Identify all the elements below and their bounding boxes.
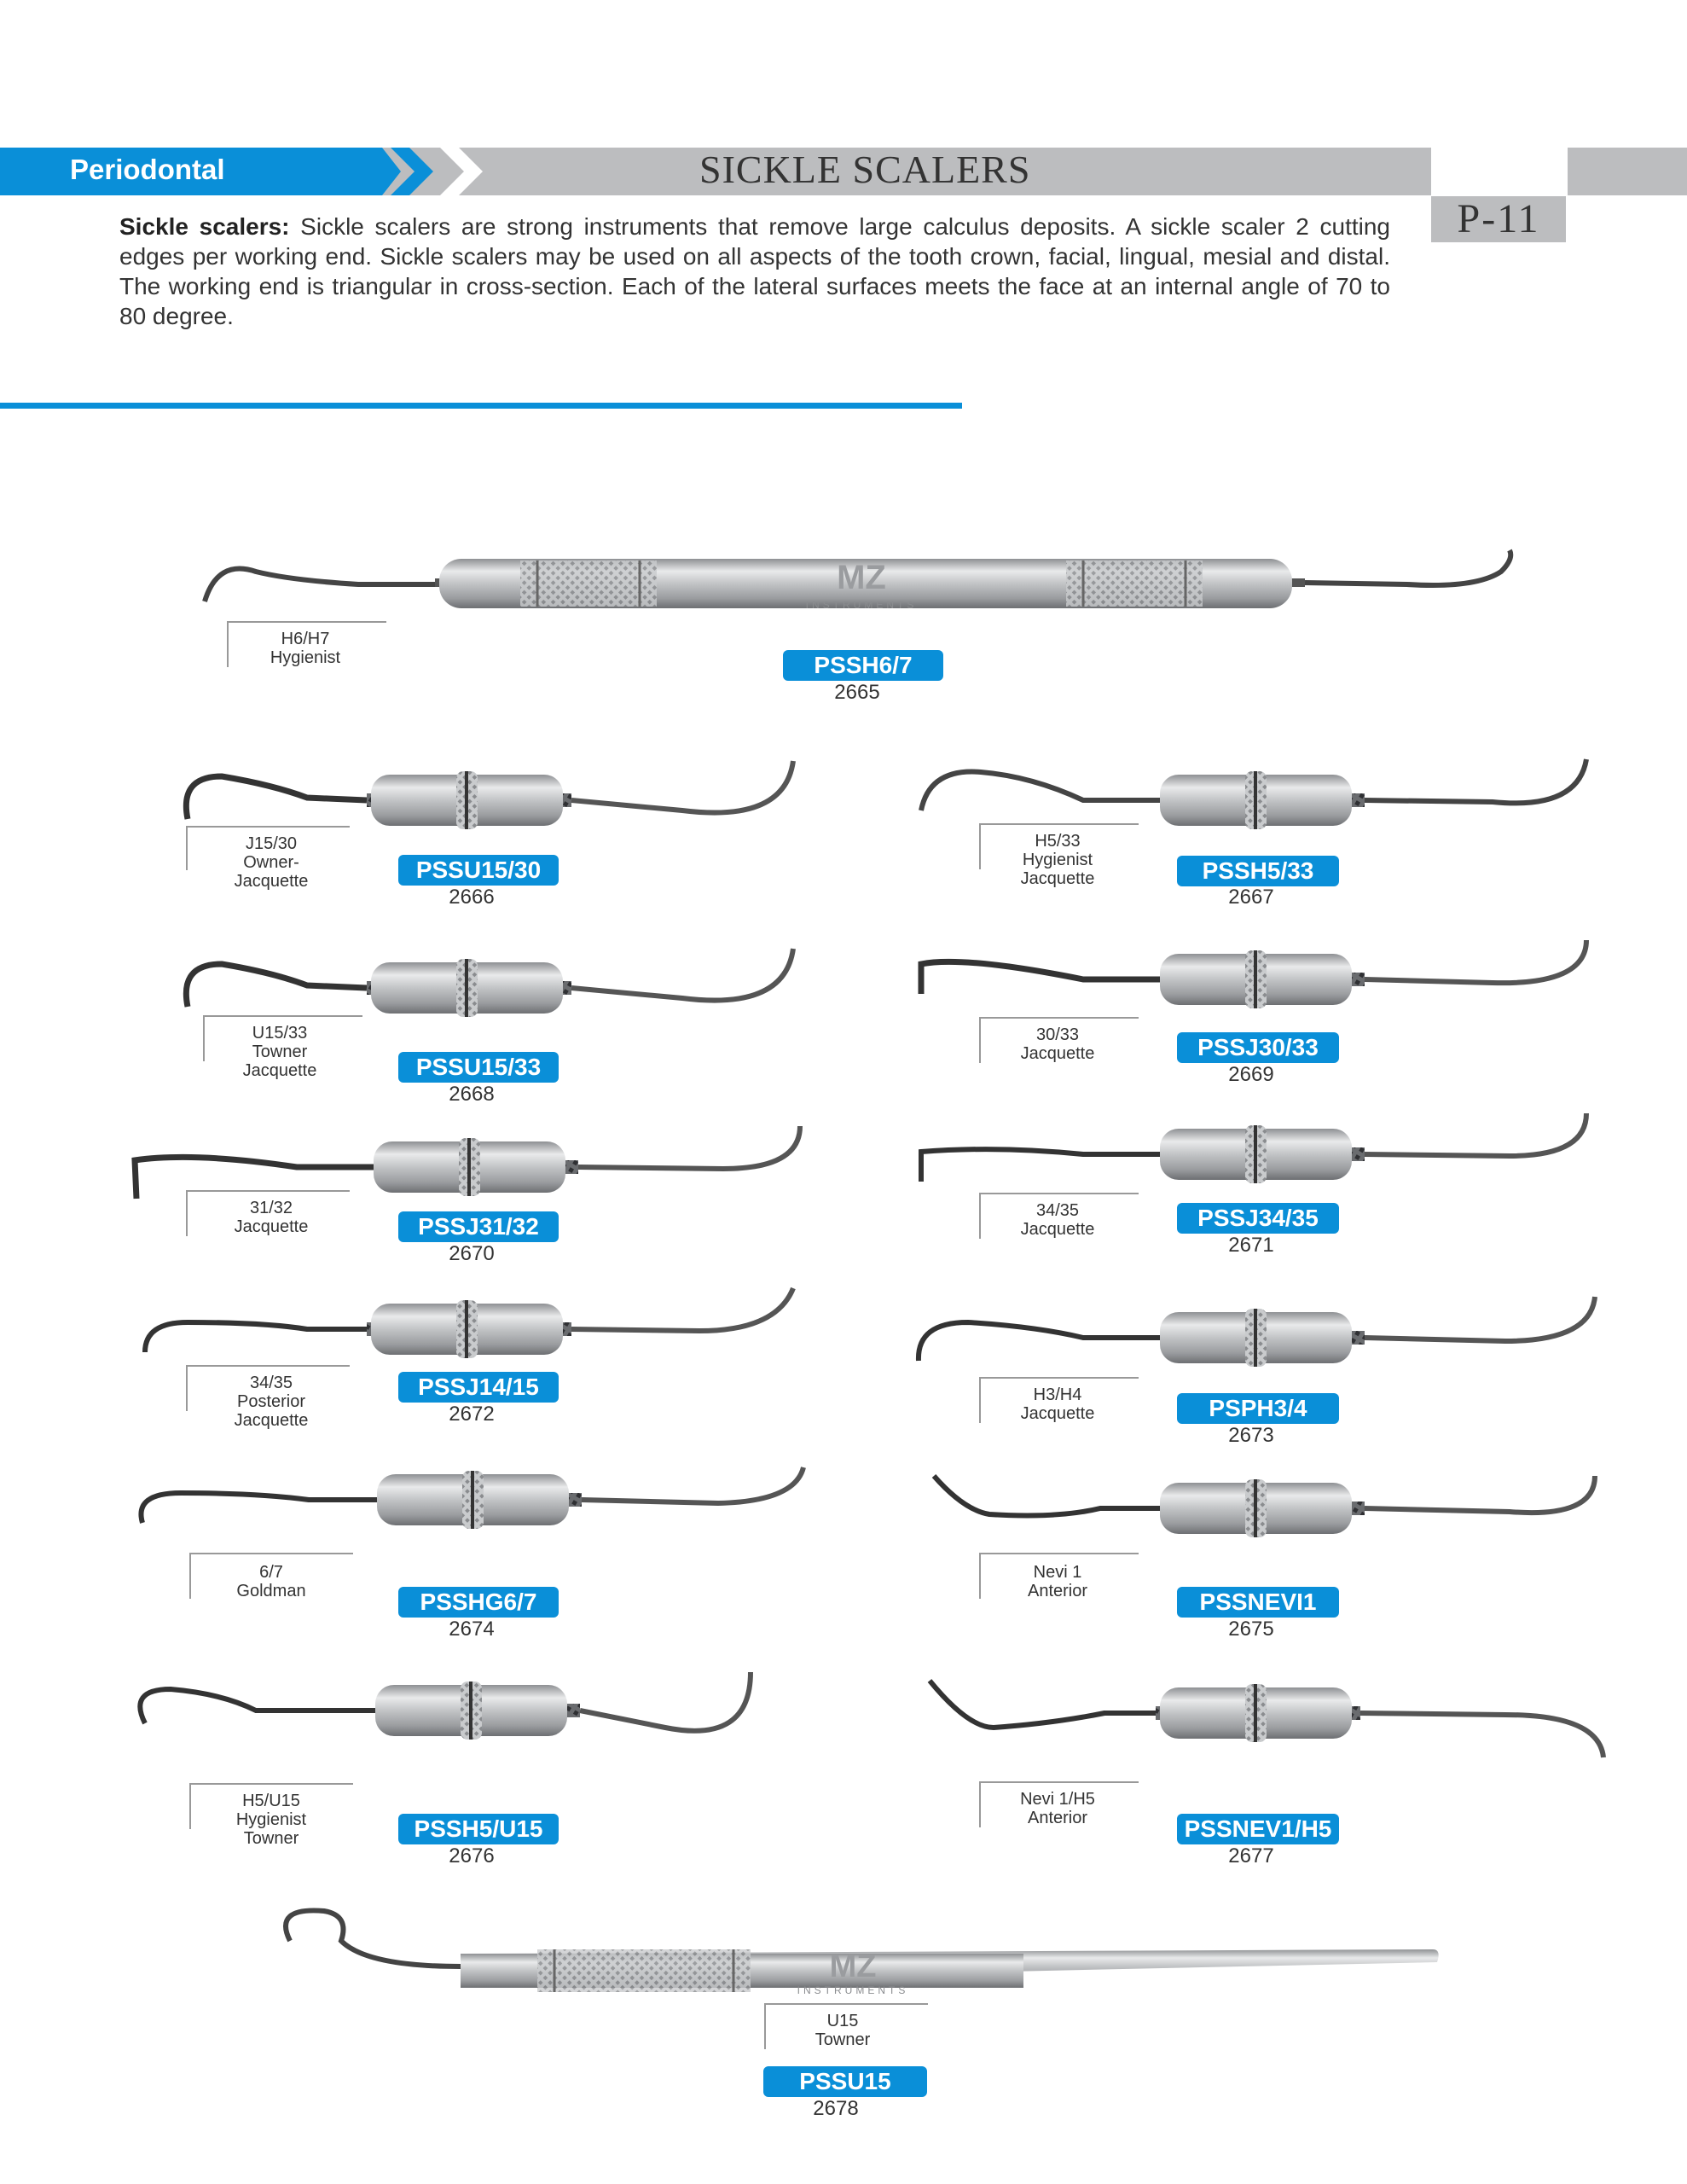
brand-logo: MZ — [837, 559, 886, 596]
product-name: 34/35 Jacquette — [1020, 1201, 1095, 1239]
product-code: PSSH6/7 — [783, 650, 943, 681]
product-name: H6/H7 Hygienist — [270, 630, 341, 667]
product-code: PSSJ34/35 — [1177, 1203, 1339, 1234]
instrument-image — [196, 542, 1527, 627]
product-name: 31/32 Jacquette — [234, 1199, 309, 1236]
instrument-image — [930, 1459, 1603, 1544]
product-number: 2665 — [834, 681, 880, 704]
instrument-image — [130, 1450, 812, 1536]
product-code: PSSJ31/32 — [398, 1211, 559, 1242]
product-code: PSSJ30/33 — [1177, 1032, 1339, 1063]
product-name: 6/7 Goldman — [236, 1563, 306, 1600]
instrument-image — [908, 1288, 1603, 1374]
product-name: H5/33 Hygienist Jacquette — [1020, 832, 1095, 888]
product-number: 2676 — [449, 1844, 495, 1867]
product-code: PSSJ14/15 — [398, 1372, 559, 1403]
instrument-image — [119, 1664, 768, 1766]
brand-logo: MZ — [829, 1949, 877, 1984]
product-number: 2672 — [449, 1403, 495, 1426]
divider — [0, 403, 962, 409]
instrument-image — [925, 1664, 1608, 1766]
product-number: 2670 — [449, 1242, 495, 1265]
product-number: 2677 — [1228, 1844, 1274, 1867]
product-name: U15/33 Towner Jacquette — [242, 1024, 317, 1080]
product-number: 2675 — [1228, 1618, 1274, 1641]
product-name: 34/35 Posterior Jacquette — [234, 1374, 309, 1430]
product-code: PSSNEVI1 — [1177, 1587, 1339, 1618]
chevron-right-icon — [391, 148, 433, 195]
product-name: H5/U15 Hygienist Towner — [235, 1792, 307, 1848]
product-code: PSSU15/30 — [398, 855, 559, 886]
product-code: PSSU15 — [763, 2066, 927, 2097]
product-number: 2667 — [1228, 886, 1274, 909]
instrument-image — [913, 930, 1595, 1015]
product-code: PSSH5/33 — [1177, 856, 1339, 886]
product-code: PSPH3/4 — [1177, 1393, 1339, 1424]
product-number: 2669 — [1228, 1063, 1274, 1086]
product-code: PSSH5/U15 — [398, 1814, 559, 1844]
product-number: 2671 — [1228, 1234, 1274, 1257]
instrument-image — [913, 1105, 1595, 1190]
product-code: PSSHG6/7 — [398, 1587, 559, 1618]
product-number: 2668 — [449, 1083, 495, 1106]
instrument-image — [171, 751, 802, 836]
product-number: 2678 — [813, 2097, 859, 2120]
page-title: SICKLE SCALERS — [699, 148, 1031, 191]
product-name: Nevi 1/H5 Anterior — [1020, 1790, 1095, 1827]
product-code: PSSNEV1/H5 — [1177, 1814, 1339, 1844]
product-name: 30/33 Jacquette — [1020, 1025, 1095, 1063]
description-text: Sickle scalers are strong instruments that remove large calculus deposits. A sickle scaler 2 cutting edges per working end. Sickle scalers may be used on all aspects of the tooth crown, facial, lingual, mesial and distal. The working end is triangular in cross-section. Each of the lateral surfaces meets the face at an internal angle of 70 to 80 degree. — [119, 213, 1390, 329]
description — [119, 212, 1390, 331]
instrument-image — [256, 1898, 1441, 2001]
brand-subtitle: INSTRUMENTS — [805, 599, 918, 611]
brand-subtitle: INSTRUMENTS — [797, 1984, 909, 1996]
product-name: Nevi 1 Anterior — [1027, 1563, 1088, 1600]
product-number: 2674 — [449, 1618, 495, 1641]
instrument-image — [136, 1280, 802, 1365]
product-name: J15/30 Owner- Jacquette — [234, 834, 309, 891]
description-lead: Sickle scalers: — [119, 213, 290, 240]
product-number: 2666 — [449, 886, 495, 909]
product-code: PSSU15/33 — [398, 1052, 559, 1083]
product-number: 2673 — [1228, 1424, 1274, 1447]
instrument-image — [171, 938, 802, 1024]
product-name: H3/H4 Jacquette — [1020, 1385, 1095, 1423]
header-bar-right — [1568, 148, 1687, 195]
chevron-right-icon — [440, 148, 483, 195]
page-number: P-11 — [1431, 196, 1566, 242]
product-name: U15 Towner — [815, 2012, 871, 2049]
section-label: Periodontal — [70, 154, 225, 185]
